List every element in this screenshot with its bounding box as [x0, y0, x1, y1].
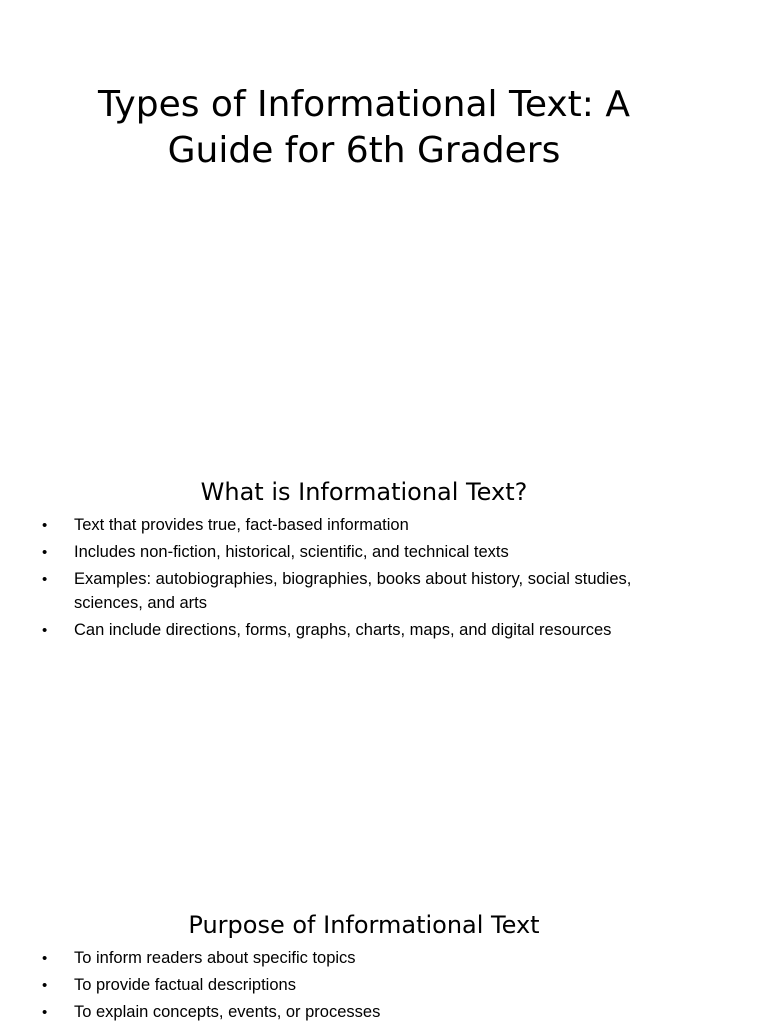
list-item-text: To inform readers about specific topics	[74, 949, 356, 967]
list-item	[42, 1001, 682, 1025]
list-item	[42, 568, 682, 615]
bullet-list-purpose	[42, 947, 682, 1028]
list-item-text: To provide factual descriptions	[74, 976, 296, 994]
list-item	[42, 541, 682, 565]
bullet-icon: •	[42, 517, 48, 534]
list-item	[42, 974, 682, 998]
page-title: Types of Informational Text: A Guide for 6th Graders	[98, 84, 630, 171]
list-item-text: Can include directions, forms, graphs, charts, maps, and digital resources	[74, 620, 612, 639]
bullet-icon: •	[42, 621, 48, 639]
section-heading-what-is: What is Informational Text?	[200, 478, 528, 506]
bullet-icon: •	[42, 571, 48, 588]
list-item-text: To explain concepts, events, or processes	[74, 1003, 381, 1021]
section-heading-purpose: Purpose of Informational Text	[188, 911, 540, 939]
list-item	[42, 619, 682, 643]
bullet-icon: •	[42, 1004, 48, 1021]
list-item	[42, 514, 682, 538]
bullet-list-what-is	[42, 514, 682, 646]
list-item	[42, 947, 682, 971]
list-item-text: Text that provides true, fact-based information	[74, 516, 409, 534]
list-item-text: Examples: autobiographies, biographies, books about history, social studies, sciences, and arts	[74, 570, 632, 612]
bullet-icon: •	[42, 950, 48, 967]
list-item-text: Includes non-fiction, historical, scientific, and technical texts	[74, 543, 509, 561]
bullet-icon: •	[42, 544, 48, 561]
bullet-icon: •	[42, 977, 48, 994]
